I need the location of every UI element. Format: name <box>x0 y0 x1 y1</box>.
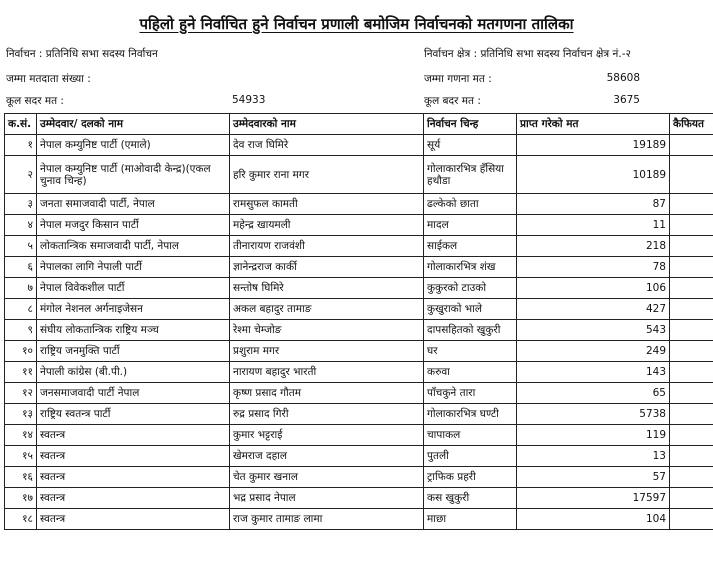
table-row <box>5 215 713 236</box>
symbol-cell: पुतली <box>424 446 517 467</box>
table-row <box>5 135 713 156</box>
remarks-cell <box>670 383 713 404</box>
votes-cell: 5738 <box>517 404 670 425</box>
serial-cell: १६ <box>5 467 37 488</box>
candidate-cell: भद्र प्रसाद नेपाल <box>230 488 424 509</box>
symbol-cell: कुकुरको टाउको <box>424 278 517 299</box>
header-remarks: कैफियत <box>670 114 713 135</box>
remarks-cell <box>670 257 713 278</box>
party-cell: जनता समाजवादी पार्टी, नेपाल <box>37 194 230 215</box>
serial-cell: ९ <box>5 320 37 341</box>
serial-cell: ४ <box>5 215 37 236</box>
table-row <box>5 425 713 446</box>
table-row <box>5 404 713 425</box>
party-cell: स्वतन्त्र <box>37 509 230 530</box>
party-cell: नेपाल कम्युनिष्ट पार्टी (माओवादी केन्द्र)(एकल चुनाव चिन्ह) <box>37 156 230 194</box>
serial-cell: ६ <box>5 257 37 278</box>
remarks-cell <box>670 509 713 530</box>
election-label: निर्वाचन : प्रतिनिधि सभा सदस्य निर्वाचन <box>6 48 158 60</box>
remarks-cell <box>670 236 713 257</box>
serial-cell: १३ <box>5 404 37 425</box>
serial-cell: ३ <box>5 194 37 215</box>
symbol-cell: दापसहितको खुकुरी <box>424 320 517 341</box>
remarks-cell <box>670 425 713 446</box>
total-voters-label: जम्मा मतदाता संख्या : <box>6 73 91 85</box>
table-row <box>5 509 713 530</box>
party-cell: नेपाल कम्युनिष्ट पार्टी (एमाले) <box>37 135 230 156</box>
symbol-cell: घर <box>424 341 517 362</box>
symbol-cell: करुवा <box>424 362 517 383</box>
serial-cell: १७ <box>5 488 37 509</box>
table-row <box>5 257 713 278</box>
table-row <box>5 383 713 404</box>
symbol-cell: कुखुराको भाले <box>424 299 517 320</box>
symbol-cell: साईकल <box>424 236 517 257</box>
symbol-cell: गोलाकारभित्र शंख <box>424 257 517 278</box>
symbol-cell: गोलाकारभित्र घण्टी <box>424 404 517 425</box>
candidate-cell: महेन्द्र खायमली <box>230 215 424 236</box>
constituency-label: निर्वाचन क्षेत्र : प्रतिनिधि सभा सदस्य निर्वाचन क्षेत्र नं.-२ <box>424 48 631 60</box>
serial-cell: ५ <box>5 236 37 257</box>
candidate-cell: प्रशुराम मगर <box>230 341 424 362</box>
serial-cell: १५ <box>5 446 37 467</box>
serial-cell: ११ <box>5 362 37 383</box>
party-cell: संघीय लोकतान्त्रिक राष्ट्रिय मञ्च <box>37 320 230 341</box>
total-counted-label: जम्मा गणना मत : <box>424 73 492 85</box>
party-cell: स्वतन्त्र <box>37 467 230 488</box>
remarks-cell <box>670 446 713 467</box>
table-row <box>5 194 713 215</box>
votes-cell: 104 <box>517 509 670 530</box>
candidate-cell: रामसुफल कामती <box>230 194 424 215</box>
remarks-cell <box>670 215 713 236</box>
symbol-cell: ट्राफिक प्रहरी <box>424 467 517 488</box>
symbol-cell: पाँचकुने तारा <box>424 383 517 404</box>
party-cell: स्वतन्त्र <box>37 446 230 467</box>
remarks-cell <box>670 362 713 383</box>
remarks-cell <box>670 194 713 215</box>
votes-cell: 17597 <box>517 488 670 509</box>
serial-cell: २ <box>5 156 37 194</box>
party-cell: स्वतन्त्र <box>37 488 230 509</box>
candidate-cell: तीनारायण राजवंशी <box>230 236 424 257</box>
votes-cell: 78 <box>517 257 670 278</box>
serial-cell: १२ <box>5 383 37 404</box>
table-header-row <box>5 114 713 135</box>
symbol-cell: चापाकल <box>424 425 517 446</box>
party-cell: मंगोल नेशनल अर्गनाइजेसन <box>37 299 230 320</box>
table-row <box>5 362 713 383</box>
candidate-cell: रुद्र प्रसाद गिरी <box>230 404 424 425</box>
candidate-cell: अकल बहादुर तामाङ <box>230 299 424 320</box>
table-row <box>5 467 713 488</box>
serial-cell: १ <box>5 135 37 156</box>
header-party: उम्मेदवार/ दलको नाम <box>37 114 230 135</box>
page-title: पहिलो हुने निर्वाचित हुने निर्वाचन प्रणाली बमोजिम निर्वाचनको मतगणना तालिका <box>139 15 574 33</box>
table-row <box>5 156 713 194</box>
votes-cell: 13 <box>517 446 670 467</box>
remarks-cell <box>670 278 713 299</box>
table-row <box>5 488 713 509</box>
candidate-cell: ज्ञानेन्द्रराज कार्की <box>230 257 424 278</box>
party-cell: लोकतान्त्रिक समाजवादी पार्टी, नेपाल <box>37 236 230 257</box>
party-cell: नेपालका लागि नेपाली पार्टी <box>37 257 230 278</box>
party-cell: राष्ट्रिय स्वतन्त्र पार्टी <box>37 404 230 425</box>
total-counted-value: 58608 <box>606 72 640 84</box>
candidate-cell: खेमराज दहाल <box>230 446 424 467</box>
votes-cell: 427 <box>517 299 670 320</box>
votes-cell: 106 <box>517 278 670 299</box>
candidate-cell: कुमार भट्टराई <box>230 425 424 446</box>
votes-cell: 249 <box>517 341 670 362</box>
remarks-cell <box>670 404 713 425</box>
votes-cell: 119 <box>517 425 670 446</box>
symbol-cell: ढल्केको छाता <box>424 194 517 215</box>
party-cell: नेपाली कांग्रेस (बी.पी.) <box>37 362 230 383</box>
symbol-cell: सूर्य <box>424 135 517 156</box>
symbol-cell: कस खुकुरी <box>424 488 517 509</box>
remarks-cell <box>670 341 713 362</box>
symbol-cell: मादल <box>424 215 517 236</box>
invalid-votes-value: 3675 <box>613 94 640 106</box>
party-cell: नेपाल मजदुर किसान पार्टी <box>37 215 230 236</box>
candidate-cell: हरि कुमार राना मगर <box>230 156 424 194</box>
votes-cell: 11 <box>517 215 670 236</box>
party-cell: नेपाल विवेकशील पार्टी <box>37 278 230 299</box>
table-row <box>5 299 713 320</box>
votes-cell: 143 <box>517 362 670 383</box>
votes-cell: 543 <box>517 320 670 341</box>
vote-count-table <box>4 113 713 530</box>
remarks-cell <box>670 320 713 341</box>
votes-cell: 19189 <box>517 135 670 156</box>
votes-cell: 65 <box>517 383 670 404</box>
votes-cell: 218 <box>517 236 670 257</box>
serial-cell: ८ <box>5 299 37 320</box>
candidate-cell: चेत कुमार खनाल <box>230 467 424 488</box>
valid-votes-label: कूल सदर मत : <box>6 95 64 107</box>
serial-cell: १० <box>5 341 37 362</box>
candidate-cell: कृष्ण प्रसाद गौतम <box>230 383 424 404</box>
candidate-cell: रेश्मा चेम्जोङ <box>230 320 424 341</box>
candidate-cell: सन्तोष घिमिरे <box>230 278 424 299</box>
party-cell: जनसमाजवादी पार्टी नेपाल <box>37 383 230 404</box>
remarks-cell <box>670 135 713 156</box>
table-row <box>5 446 713 467</box>
votes-cell: 10189 <box>517 156 670 194</box>
serial-cell: ७ <box>5 278 37 299</box>
invalid-votes-label: कूल बदर मत : <box>424 95 481 107</box>
symbol-cell: माछा <box>424 509 517 530</box>
remarks-cell <box>670 488 713 509</box>
header-candidate: उम्मेदवारको नाम <box>230 114 424 135</box>
candidate-cell: देव राज घिमिरे <box>230 135 424 156</box>
table-row <box>5 236 713 257</box>
table-row <box>5 341 713 362</box>
header-votes: प्राप्त गरेको मत <box>517 114 670 135</box>
party-cell: स्वतन्त्र <box>37 425 230 446</box>
remarks-cell <box>670 156 713 194</box>
remarks-cell <box>670 299 713 320</box>
candidate-cell: नारायण बहादुर भारती <box>230 362 424 383</box>
votes-cell: 57 <box>517 467 670 488</box>
symbol-cell: गोलाकारभित्र हँसिया हथौडा <box>424 156 517 194</box>
candidate-cell: राज कुमार तामाङ लामा <box>230 509 424 530</box>
serial-cell: १८ <box>5 509 37 530</box>
header-symbol: निर्वाचन चिन्ह <box>424 114 517 135</box>
remarks-cell <box>670 467 713 488</box>
votes-cell: 87 <box>517 194 670 215</box>
serial-cell: १४ <box>5 425 37 446</box>
table-row <box>5 278 713 299</box>
party-cell: राष्ट्रिय जनमुक्ति पार्टी <box>37 341 230 362</box>
table-row <box>5 320 713 341</box>
valid-votes-value: 54933 <box>232 94 266 106</box>
header-serial: क.सं. <box>5 114 37 135</box>
